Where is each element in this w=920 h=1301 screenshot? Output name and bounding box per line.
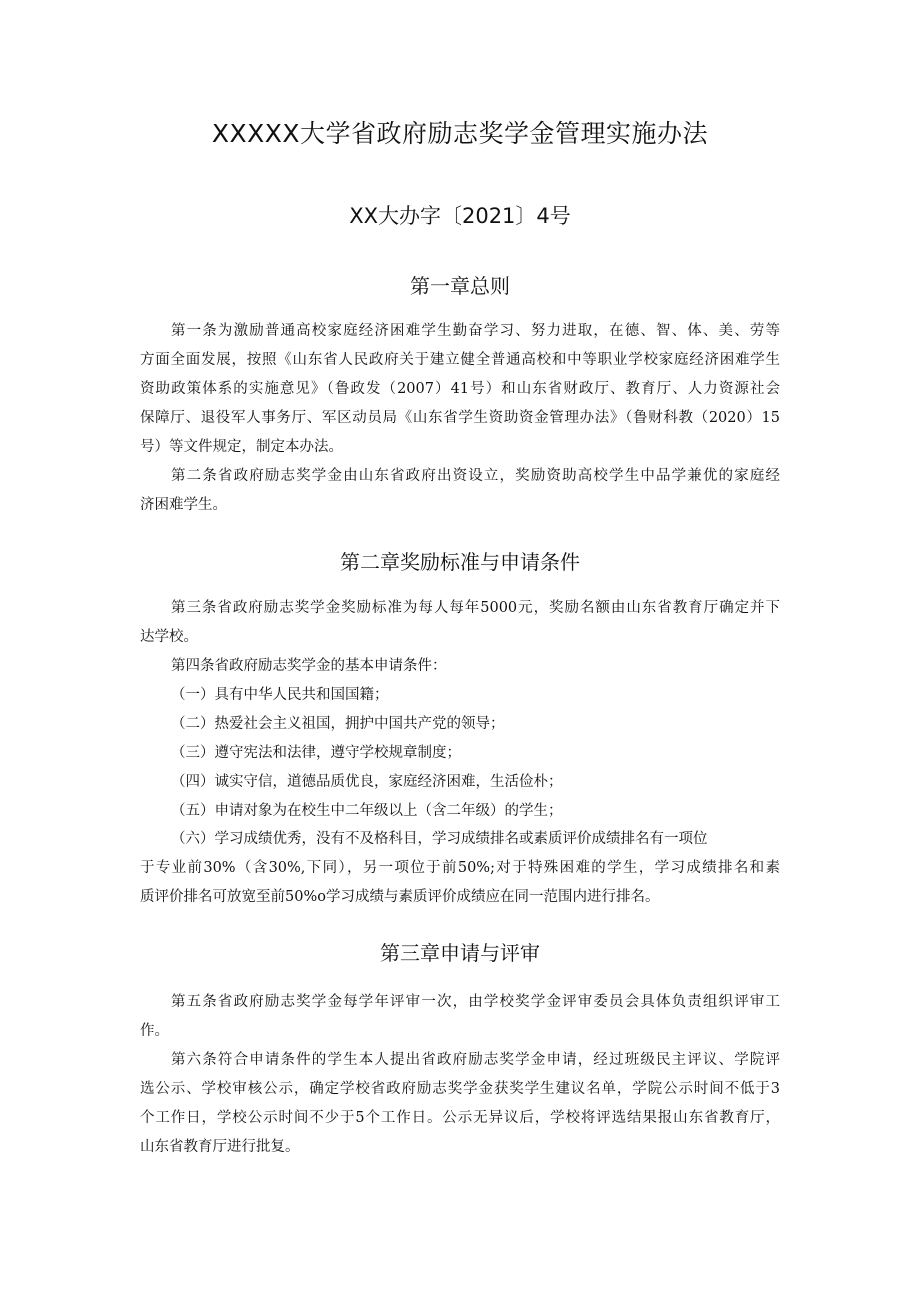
chapter-2-heading: 第二章奖励标准与申请条件	[340, 550, 580, 574]
article-1-line-5: 号）等文件规定，制定本办法。	[140, 439, 343, 455]
condition-5: （五）申请对象为在校生中二年级以上（含二年级）的学生；	[171, 803, 563, 819]
document-number: XX大办字〔2021〕4号	[349, 204, 571, 228]
article-6-line-3: 个工作日，学校公示时间不少于5个工作日。公示无异议后，学校将评选结果报山东省教育厅，	[140, 1110, 780, 1126]
condition-3: （三）遵守宪法和法律，遵守学校规章制度；	[171, 745, 461, 761]
article-5-line-1: 第五条省政府励志奖学金每学年评审一次，由学校奖学金评审委员会具体负责组织评审工	[171, 994, 780, 1010]
article-4-intro: 第四条省政府励志奖学金的基本申请条件：	[171, 658, 447, 674]
document-title: XXXXX大学省政府励志奖学金管理实施办法	[211, 119, 709, 148]
condition-1: （一）具有中华人民共和国国籍；	[171, 687, 389, 703]
article-5-line-2: 作。	[140, 1023, 169, 1039]
article-6-line-1: 第六条符合申请条件的学生本人提出省政府励志奖学金申请，经过班级民主评议、学院评	[171, 1052, 780, 1068]
article-1-line-3: 资助政策体系的实施意见》（鲁政发（2007）41号）和山东省财政厅、教育厅、人力资源社会	[140, 381, 780, 397]
article-6-line-4: 山东省教育厅进行批复。	[140, 1139, 300, 1155]
article-2-line-2: 济困难学生。	[140, 497, 227, 513]
article-2-line-1: 第二条省政府励志奖学金由山东省政府出资设立，奖励资助高校学生中品学兼优的家庭经	[171, 468, 780, 484]
condition-4: （四）诚实守信，道德品质优良，家庭经济困难，生活俭朴；	[171, 774, 563, 790]
condition-2: （二）热爱社会主义祖国，拥护中国共产党的领导；	[171, 716, 505, 732]
article-1-line-2: 方面全面发展，按照《山东省人民政府关于建立健全普通高校和中等职业学校家庭经济困难学生	[140, 352, 780, 368]
article-3-line-1: 第三条省政府励志奖学金奖励标准为每人每年5000元，奖励名额由山东省教育厅确定并下	[171, 600, 780, 616]
article-3-line-2: 达学校。	[140, 629, 198, 645]
article-6-line-2: 选公示、学校审核公示，确定学校省政府励志奖学金获奖学生建议名单，学院公示时间不低于3	[140, 1081, 780, 1097]
article-1-line-4: 保障厅、退役军人事务厅、军区动员局《山东省学生资助资金管理办法》（鲁财科教（2020）15	[140, 410, 780, 426]
chapter-1-heading: 第一章总则	[410, 274, 510, 298]
condition-6-line-2: 于专业前30%（含30%,下同），另一项位于前50%;对于特殊困难的学生，学习成绩排名和素	[140, 860, 780, 876]
condition-6-line-3: 质评价排名可放宽至前50%o学习成绩与素质评价成绩应在同一范围内进行排名。	[140, 889, 660, 905]
chapter-3-heading: 第三章申请与评审	[380, 941, 540, 965]
condition-6-line-1: （六）学习成绩优秀，没有不及格科目，学习成绩排名或素质评价成绩排名有一项位	[171, 831, 708, 847]
article-1-line-1: 第一条为激励普通高校家庭经济困难学生勤奋学习、努力进取，在德、智、体、美、劳等	[171, 323, 780, 339]
